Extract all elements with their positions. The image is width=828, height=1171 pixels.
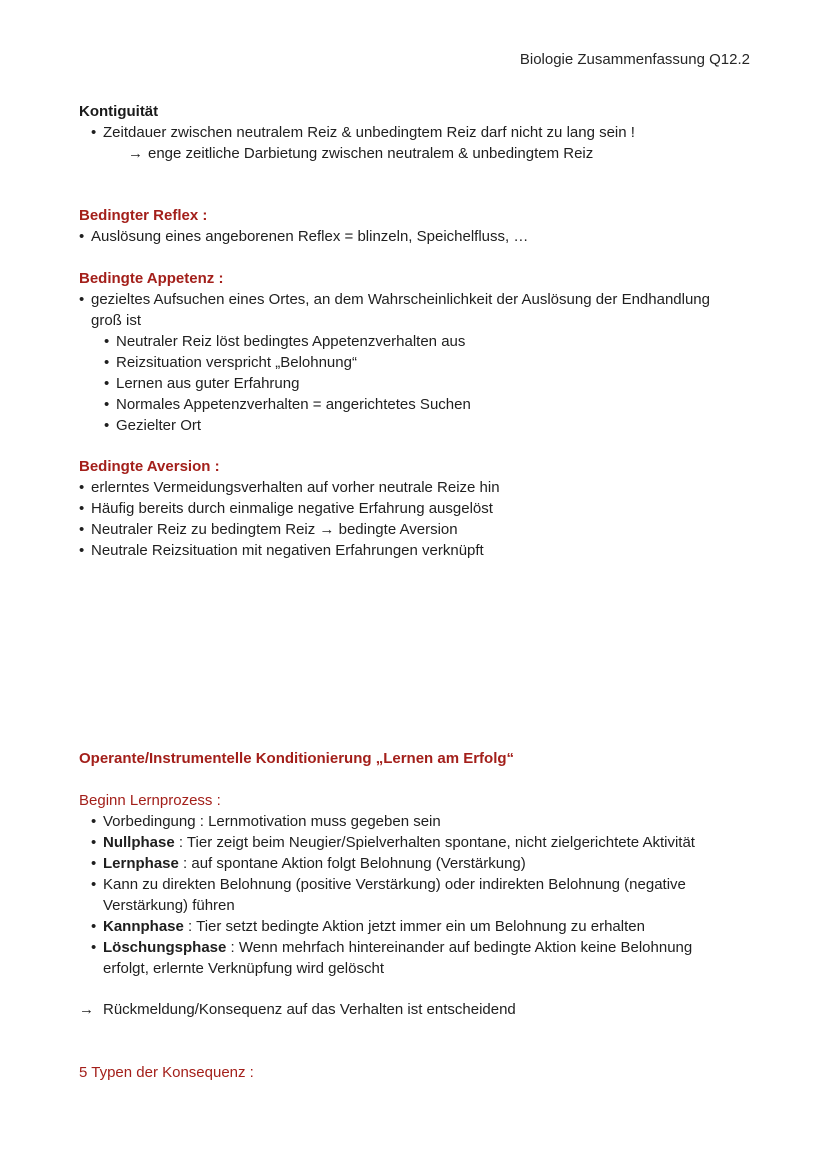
arrow-right-icon: → xyxy=(128,145,143,162)
nullphase-text: : Tier zeigt beim Neugier/Spielverhalten spontane, nicht zielgerichtete Aktivität xyxy=(174,834,695,851)
bullet-icon: • xyxy=(79,542,85,559)
bullet-icon: • xyxy=(91,918,97,935)
list-item xyxy=(91,122,635,143)
typen-konsequenz-heading: 5 Typen der Konsequenz : xyxy=(79,1064,254,1081)
arrow-line xyxy=(79,999,516,1020)
lernphase-text: : auf spontane Aktion folgt Belohnung (Verstärkung) xyxy=(178,855,526,872)
bullet-icon: • xyxy=(91,124,97,141)
sub-list-item xyxy=(104,415,201,436)
operante-heading: Operante/Instrumentelle Konditionierung „Lernen am Erfolg“ xyxy=(79,750,515,767)
nullphase-label: Nullphase xyxy=(103,834,175,851)
kannphase-text: : Tier setzt bedingte Aktion jetzt immer ein um Belohnung zu erhalten xyxy=(183,918,645,935)
list-item xyxy=(79,226,528,247)
list-item xyxy=(91,937,692,958)
sub-list-item-text: Reizsituation verspricht „Belohnung“ xyxy=(116,354,357,371)
bullet-icon: • xyxy=(79,479,85,496)
list-item-continuation: erfolgt, erlernte Verknüpfung wird gelöscht xyxy=(103,960,384,977)
bedingter-reflex-heading: Bedingter Reflex : xyxy=(79,207,208,224)
list-item xyxy=(79,289,710,310)
loeschungsphase-label: Löschungsphase xyxy=(103,939,227,956)
kontiguitaet-heading: Kontiguität xyxy=(79,103,159,120)
bedingte-appetenz-heading: Bedingte Appetenz : xyxy=(79,270,224,287)
sub-list-item xyxy=(104,331,465,352)
sub-list-item xyxy=(104,352,357,373)
list-item-text: Häufig bereits durch einmalige negative Erfahrung ausgelöst xyxy=(91,500,493,517)
bullet-icon: • xyxy=(91,834,97,851)
bullet-icon: • xyxy=(91,876,97,893)
bullet-icon: • xyxy=(79,291,85,308)
sub-list-item-text: Lernen aus guter Erfahrung xyxy=(116,375,300,392)
arrow-right-icon: → xyxy=(79,1001,94,1018)
list-item xyxy=(91,916,645,937)
list-item xyxy=(91,853,526,874)
page-header: Biologie Zusammenfassung Q12.2 xyxy=(519,51,750,68)
arrow-line-text: enge zeitliche Darbietung zwischen neutralem & unbedingtem Reiz xyxy=(148,145,594,162)
bullet-icon: • xyxy=(79,500,85,517)
list-item xyxy=(79,540,484,561)
arrow-line-text: Rückmeldung/Konsequenz auf das Verhalten ist entscheidend xyxy=(103,1001,516,1018)
list-item xyxy=(79,498,493,519)
loeschungsphase-text: : Wenn mehrfach hintereinander auf bedingte Aktion keine Belohnung xyxy=(226,939,693,956)
bullet-icon: • xyxy=(104,333,110,350)
bullet-icon: • xyxy=(104,396,110,413)
bullet-icon: • xyxy=(79,521,85,538)
list-item-continuation: Verstärkung) führen xyxy=(103,897,235,914)
bullet-icon: • xyxy=(104,375,110,392)
list-item xyxy=(91,874,686,895)
list-item-continuation: groß ist xyxy=(91,312,142,329)
list-item-text: Zeitdauer zwischen neutralem Reiz & unbedingtem Reiz darf nicht zu lang sein ! xyxy=(103,124,635,141)
bullet-icon: • xyxy=(79,228,85,245)
bullet-icon: • xyxy=(91,813,97,830)
sub-list-item-text: Neutraler Reiz löst bedingtes Appetenzverhalten aus xyxy=(116,333,466,350)
sub-list-item xyxy=(104,394,471,415)
list-item xyxy=(79,519,458,540)
list-item-text: Vorbedingung : Lernmotivation muss gegeben sein xyxy=(103,813,441,830)
arrow-line xyxy=(128,143,593,164)
list-item-text: Neutraler Reiz zu bedingtem Reiz → bedingte Aversion xyxy=(91,521,458,538)
lernphase-label: Lernphase xyxy=(103,855,179,872)
bullet-icon: • xyxy=(104,354,110,371)
sub-list-item-text: Normales Appetenzverhalten = angerichtetes Suchen xyxy=(116,396,471,413)
list-item-text: erlerntes Vermeidungsverhalten auf vorher neutrale Reize hin xyxy=(91,479,500,496)
bullet-icon: • xyxy=(104,417,110,434)
kannphase-label: Kannphase xyxy=(103,918,184,935)
list-item xyxy=(91,811,441,832)
sub-list-item-text: Gezielter Ort xyxy=(116,417,202,434)
bullet-icon: • xyxy=(91,939,97,956)
list-item xyxy=(91,832,695,853)
list-item-text: Neutrale Reizsituation mit negativen Erfahrungen verknüpft xyxy=(91,542,484,559)
bedingte-aversion-heading: Bedingte Aversion : xyxy=(79,458,220,475)
bullet-icon: • xyxy=(91,855,97,872)
sub-list-item xyxy=(104,373,299,394)
list-item xyxy=(79,477,500,498)
list-item-text: Kann zu direkten Belohnung (positive Verstärkung) oder indirekten Belohnung (negative xyxy=(103,876,686,893)
beginn-lernprozess-heading: Beginn Lernprozess : xyxy=(79,792,221,809)
list-item-text: gezieltes Aufsuchen eines Ortes, an dem Wahrscheinlichkeit der Auslösung der Endhandlung xyxy=(91,291,710,308)
list-item-text: Auslösung eines angeborenen Reflex = blinzeln, Speichelfluss, … xyxy=(91,228,529,245)
